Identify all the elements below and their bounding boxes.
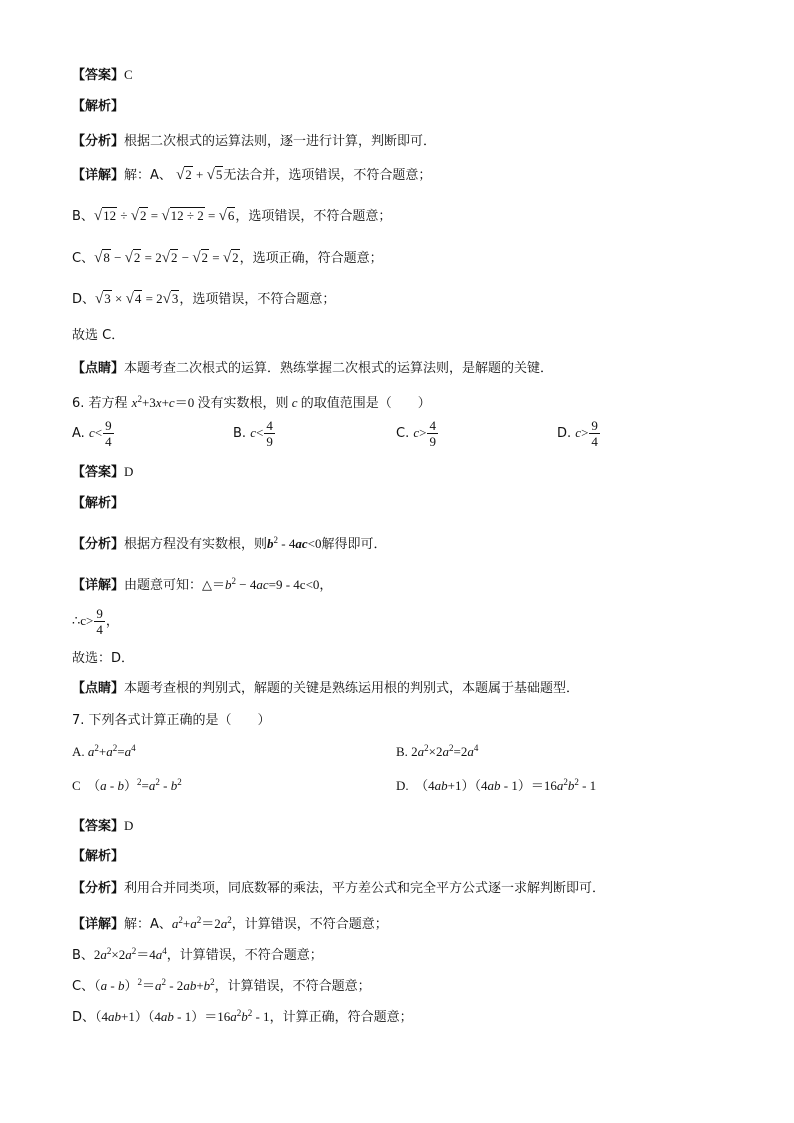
q6-analysis-tag: 【解析】: [72, 496, 125, 511]
math-expression: $b^2 - 4ac$: [225, 576, 269, 592]
q6-therefore: ∴c> $\frac{9}{4}$ ，: [72, 606, 119, 637]
math-expression: $2a^2\times 2a^2=4a^4$: [93, 946, 167, 962]
answer-value: C: [124, 67, 133, 82]
q7-option-a: A. $a^2+a^2=a^4$: [72, 743, 136, 759]
math-expression: √12 ÷ √2 = √12 ÷ 2 = √6: [93, 208, 235, 224]
q6-option-d: D. c> $\frac{9}{4}$: [557, 418, 598, 449]
math-expression: $a^2+a^2=2a^2$: [171, 915, 232, 931]
q6-dianjing: 【点睛】本题考查根的判别式，解题的关键是熟练运用根的判别式，本题属于基础题型．: [72, 681, 580, 696]
q7-option-d: D. $(4ab+1)(4ab - 1)=16a^2b^2 - 1$: [396, 777, 597, 793]
q5-option-b-work: B、√12 ÷ √2 = √12 ÷ 2 = √6，选项错误，不符合题意；: [72, 208, 392, 224]
q7-option-c: C $(a - b)^2=a^2 - b^2$: [72, 777, 182, 793]
q5-dianjing: 【点睛】本题考查二次根式的运算．熟练掌握二次根式的运算法则，是解题的关键．: [72, 361, 554, 376]
q6-option-b: B. c< $\frac{4}{9}$: [233, 418, 273, 449]
answer-tag: 【答案】: [72, 68, 125, 83]
math-expression: $b^2 - 4ac<0$: [267, 535, 322, 551]
q6-option-a: A. c< $\frac{9}{4}$: [72, 418, 112, 449]
q5-answer-line: [72, 66, 133, 85]
q6-fenxi: 【分析】根据方程没有实数根，则$b^2 - 4ac<0$解得即可．: [72, 535, 387, 552]
math-expression: √8 − √2 = 2√2 − √2 = √2: [94, 250, 239, 266]
q7-option-d-work: D、$(4ab+1)(4ab - 1)=16a^2b^2 - 1$，计算正确，符合题意；: [72, 1008, 413, 1025]
math-expression: √3 × √4 = 2√3: [95, 291, 179, 307]
q7-option-c-work: C、$(a - b)^2=a^2 - 2ab+b^2$，计算错误，不符合题意；: [72, 977, 371, 994]
math-expression: √2 + √5: [176, 167, 223, 183]
q7-fenxi: 【分析】利用合并同类项，同底数幂的乘法，平方差公式和完全平方公式逐一求解判断即可．: [72, 881, 606, 896]
math-equation: $x^2+3x+c=0$: [131, 394, 198, 410]
q6-xiangjie: 【详解】由题意可知：$\triangle=b^2 - 4ac=9 - 4c<0$，: [72, 576, 333, 593]
q7-option-b: B. $2a^2\times 2a^2=2a^4$: [396, 743, 479, 759]
q5-option-c-work: C、√8 − √2 = 2√2 − √2 = √2，选项正确，符合题意；: [72, 250, 383, 266]
q6-answer-line: 【答案】D: [72, 464, 134, 480]
q5-analysis-tag: 【解析】: [72, 99, 125, 114]
math-expression: $(4ab+1)(4ab - 1)=16a^2b^2 - 1$: [95, 1008, 270, 1024]
q6-option-c: C. c> $\frac{4}{9}$: [396, 418, 436, 449]
q7-analysis-tag: 【解析】: [72, 849, 125, 864]
q5-xiangjie-a: 【详解】解：A、 √2 + √5无法合并，选项错误，不符合题意；: [72, 167, 432, 183]
q7-stem: 7. 下列各式计算正确的是（ ）: [72, 713, 271, 728]
q5-conclusion: 故选 C．: [72, 328, 125, 343]
math-expression: $(a - b)^2=a^2 - 2ab+b^2$: [94, 977, 215, 993]
q7-option-b-work: B、$2a^2\times 2a^2=4a^4$，计算错误，不符合题意；: [72, 946, 323, 963]
q5-fenxi: 【分析】根据二次根式的运算法则，逐一进行计算，判断即可．: [72, 134, 437, 149]
q7-xiangjie-a: 【详解】解：A、$a^2+a^2=2a^2$，计算错误，不符合题意；: [72, 915, 388, 932]
q6-stem: 6. 若方程 $x^2+3x+c=0$ 没有实数根，则 c 的取值范围是（ ）: [72, 394, 431, 411]
q7-answer-line: 【答案】D: [72, 818, 134, 834]
q6-conclusion: 故选：D．: [72, 651, 135, 666]
q5-option-d-work: D、√3 × √4 = 2√3，选项错误，不符合题意；: [72, 291, 336, 307]
